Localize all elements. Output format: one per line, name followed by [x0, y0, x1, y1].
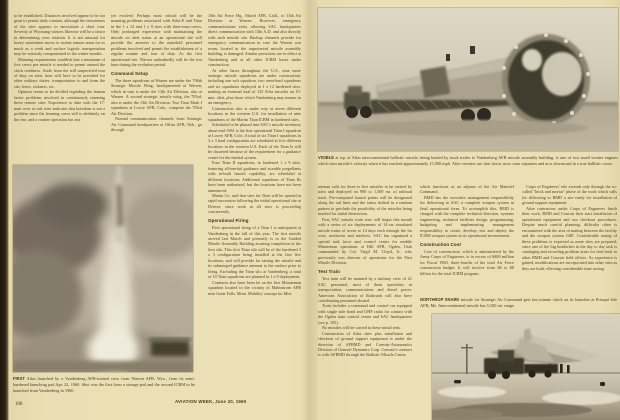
atlas-trailer-photo — [318, 8, 618, 151]
body-paragraph: Test train will be manned by a military crew of 21 SAC personnel, most of them specialists in transportation, communications and diesel power. American Association of Railroads will also have coordinating personnel aboard. — [318, 276, 412, 303]
caption-lead: VISIBLE — [318, 155, 334, 160]
snark-missile-photo — [432, 314, 620, 420]
page-gutter — [302, 0, 318, 420]
body-paragraph: Manning requirements establish that a minimum of five crews per missile is needed to permit around the clock readiness. Aside from the still unspecified tour of duty on alert, time will have to be provided for other military duties, transportation to and from the site, leave, sickness, etc. — [14, 56, 105, 89]
body-paragraph: Corps of Engineers' role extends only through the so-called "brick and mortar" phase of the work which calls for delivering to BMD a site ready for installation of ground support equipment. — [522, 184, 617, 206]
body-paragraph: No missiles will be carried in these initial tests. — [322, 325, 402, 331]
caption-lead: NORTHROP SNARK — [420, 297, 460, 302]
body-paragraph: First operational firing of a Titan I is anticipated at Vandenberg in the fall of this year. The first missile arrived last March and presently is in the Guided Missile Assembly Building awaiting completion of the first silo. This first Titan silo will be of the hardened 3 x 3 configuration being installed at the first five locations, and will provide for raising the missile and its submerged guidance antenna to the surface prior to firing. Excluding the Titan silo at Vandenberg, a total of 10 Titan squadrons are planned in 1 x 9 deployment. — [208, 225, 301, 280]
body-paragraph: BMD has the executive management responsibility for delivering to SAC a complete weapon system in final operational form. To accomplish this, BMD is charged with the complete technical direction, systems engineering, technical facilities design, programming, budgeting and implementing management responsibility to create, develop, test and deploy the ICBM weapon system in its operational environment. — [420, 194, 514, 239]
body-paragraph: Train includes a command and control car equipped with single side band and UHF radio for contact with the Ogden train control center and SAC headquarters (see p. 105). — [318, 303, 412, 325]
caption-text: Atlas launched by a Vandenberg AFB-trained crew from Warren AFB, Wyo., from its semi-hardened launching pad Apr. 22, 1960. Shot was the first from a storage pad and the second ICBM to be launched from Vandenberg in 1960. — [13, 376, 195, 394]
caption-text: at top of Atlas intercontinental ballistic missile, being hauled by truck trailer to Vandenberg AFB missile assembly building, is one of two small vernier engines which trim missile's velocity when it has reached approximately 15,000 mph. After verniers are shut down, nose cone separates and arcs downward in a true ballistic curve. — [318, 155, 618, 167]
body-paragraph: Martin Co. said that sites for Titan will be opened in rapid succession following the initial operational site at Denver, since work at all sites is proceeding concurrently. — [208, 192, 301, 215]
body-paragraph: Opinion seems to be divided regarding the human factor problems involved in continuously manning these remote sites. Experience to date with the 17-man crew at soft sites indicates that boredom is not a problem since the learning curve still is definitely on the rise, and a routine operation has not — [14, 89, 105, 122]
section-heading: Operational Firing — [208, 217, 249, 223]
body-paragraph: At other bases throughout the U.S., nine more strategic missile squadrons are under construction, including one soft squadron, two semi-hard squadrons and six squadrons deployed in 1 x 12 hardened sites, making an eventual total of 123 Atlas missiles on 15-min. alert, plus those which Vandenberg may muster in an emergency. — [208, 67, 301, 106]
body-paragraph: which functions as an adjunct of the Air Materiel Command. — [420, 184, 514, 195]
section-heading: Construction Cost — [420, 241, 461, 247]
snark-photo-caption — [420, 297, 617, 309]
body-paragraph: yet evolved. Perhaps most critical will be the manning problems associated with Atlas-E and Titan in the 1 x 12 and 1 x 9 sites with three-man crews. Only prolonged experience with maintaining the missile on alert status at an operational site will provide the answers to the manifold personnel problems involved and permit the establishment of a regular routine and tour of duty. As the first operational site, Warren undoubtedly will be the test base during the evolution period. — [111, 13, 202, 68]
body-paragraph: Normal communication channels from Strategic Air Command headquarters at Offutt AFB, Neb., go through — [111, 116, 202, 132]
section-heading: Command Setup — [111, 70, 149, 76]
left-column-3 — [208, 13, 301, 391]
launch-photo-caption — [13, 376, 195, 394]
caption-text: missile for Strategic Air Command gets last minute check on its launcher at Presque Isle AFB, Me. Intercontinental missile has 5,500 mi. range. — [420, 297, 617, 309]
body-paragraph: Construction also is under way at seven different locations in the western U.S. for installation of nine squadrons of the Martin Titan ICBM in hardened sites. — [208, 105, 301, 122]
body-paragraph: to be established. Distances involved appear to be too great to permit daily rotation, although the remoteness of the sites appears to necessitate a short tour. Severity of Wyoming winters likewise will be a factor in determining crew rotation. It is not unusual for heavy wintertime snows to isolate remote areas for as much as a week and surface logistic transportation may be seriously compromised in the winter months. — [14, 13, 105, 57]
body-paragraph: 15th Air Force Hq., March AFB, Calif., to 13th Air Division at Warren. However, emergency communications exist, allowing SAC headquarters direct communication with 13th A.D. and also directly with each missile site. Backup channels provide for emergency communication in case the Warren war room, located in the unprotected missile assembly building, is damaged. Similar provisions are in effect at Vandenberg and at all other ICBM bases under construction. — [208, 13, 301, 68]
trailer-photo-caption — [318, 155, 618, 167]
body-paragraph: Contracts also have been let on the first Minuteman squadron located in the vicinity of Malmstrom AFB near Great Falls, Mont. Mobility concept for Min- — [208, 279, 301, 296]
body-paragraph: First SAC missile train tests will begin this month with a series of six deployments of 14-car simulated missile trains of seven to 14 days each through the far west, northwest and midwest. SAC has organized a special task force and control center for mobile Minuteman operations at Hill AFB, Ogden, Utah commanded by Col. Virgil M. Cloyd, Jr., who previously was director of operations for the First Missile Division. — [318, 216, 412, 266]
section-heading: Test Train — [318, 268, 340, 274]
body-paragraph: After contractors under Corps of Engineers finish their work, BMD and Convair then start installation of operational equipment and run checkout procedures. Despite much careful planning, difficulty often is encountered with the area of mating between the facility and the weapon system GSE. Considerable easing of these problems is expected as more sites are prepared, since one of the big headaches in the day to day task is cataloging and recording problem areas for feed back to other BMD and Convair field offices. As experience is gained, modifications are incorporated into other sites as they are built, effecting considerable time saving. — [522, 205, 617, 271]
body-paragraph: Cost of construction, which is administered by the Army Corps of Engineers, is in excess of $480 million for Fiscal 1960, three-fourths of the total Air Force construction budget. It will involve from $6 to $8 billion for the total ICBM program. — [420, 248, 514, 276]
left-column-1 — [14, 13, 105, 163]
right-column-3 — [522, 184, 617, 294]
binding-shadow — [0, 0, 9, 420]
body-paragraph: Scheduled to be phased into SAC's missile inventory about mid-1961 is the first operational Titan I squadron at Lowry AFB, Colo. A total of six Titan I squadrons in 3 x 3 hard configuration are scheduled at five different locations in the western U.S. Each of the Titan Is will be clustered because of the requirement for a guidance center for the inertial system. — [208, 122, 301, 160]
page-number: 108 — [15, 402, 23, 407]
right-column-2 — [420, 184, 514, 294]
atlas-launch-photo — [13, 165, 193, 372]
body-paragraph: Four Titan II squadrons, in hardened 1 x 9 sites, featuring all-inertial guidance and storable propellants with in-built launch capability, are scheduled at different locations. Additional squadrons of Titan IIs have been authorized, but the locations have not been announced. — [208, 160, 301, 193]
body-paragraph: uteman calls for three to five missiles to be carried by train and deployed on 900 to 1,500 mi. of railroad track. Pre-computed launch points will be designated along the rail lines and the trains shifted in a random pattern to preclude the possibility of the missiles being marked for initial destruction. — [318, 184, 412, 217]
body-paragraph: The three squadrons at Warren are under the 706th Strategic Missile Wing, headquartered at Warren, which in turn is under the 13th Air Division, also at Warren. A second strategic missile wing, the 703rd, also is under the 13th Air Division. Two Titan Mark I squadrons at Lowry AFB, Colo., comprise the 703rd Air Division. — [111, 77, 202, 116]
magazine-footer: AVIATION WEEK, June 20, 1960 — [175, 399, 247, 404]
caption-lead: FIRST — [13, 376, 25, 381]
left-column-2 — [111, 13, 202, 163]
body-paragraph: Construction of Atlas sites plus installation and checkout of ground support equipment is under the direction of AFBMD and Convair-Astronautics Division of General Dynamics Corp. Convair's contract is with AFBMD through the Ballistic Missile Center, — [318, 330, 412, 358]
right-column-1 — [318, 184, 412, 402]
